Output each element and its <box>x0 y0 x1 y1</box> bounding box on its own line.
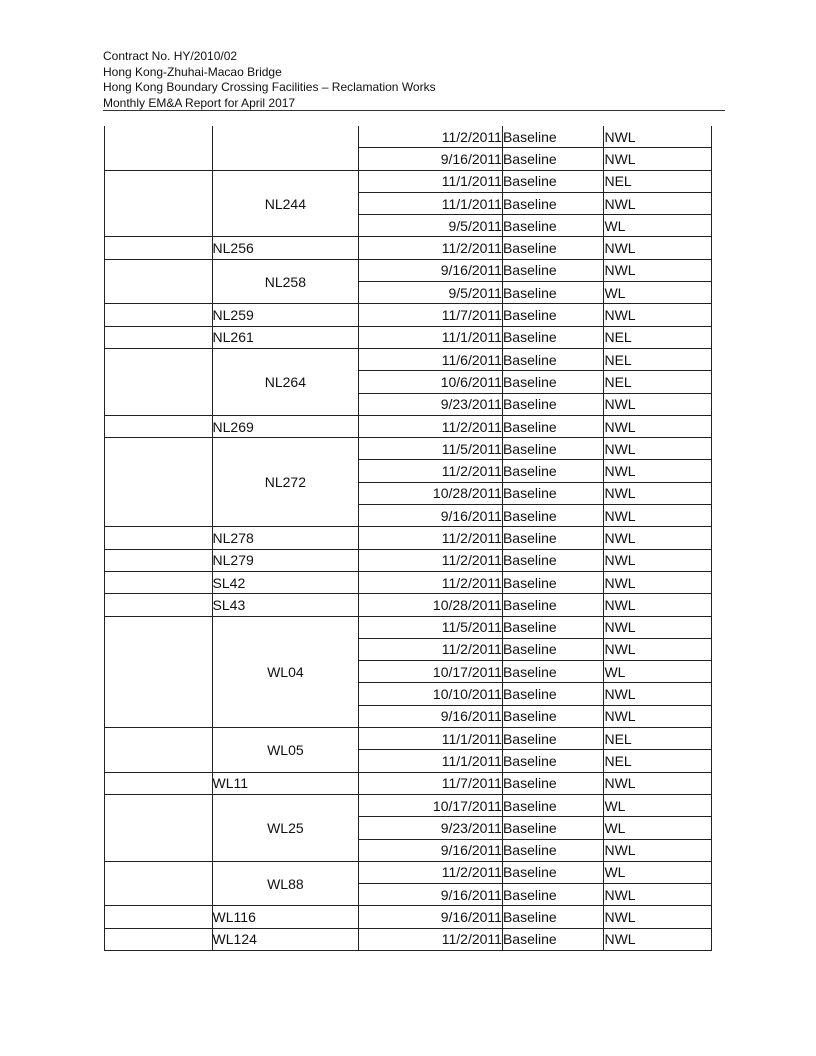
table-row <box>105 772 712 794</box>
date-cell: 11/2/2011 <box>359 928 503 950</box>
direction-cell: NEL <box>604 326 712 348</box>
date-cell: 10/17/2011 <box>359 661 503 683</box>
date-cell: 11/2/2011 <box>359 460 503 482</box>
direction-cell: NWL <box>604 906 712 928</box>
station-cell: NL264 <box>212 348 359 415</box>
date-cell: 11/7/2011 <box>359 772 503 794</box>
date-cell: 11/2/2011 <box>359 527 503 549</box>
table-row <box>105 237 712 259</box>
direction-cell: WL <box>604 794 712 816</box>
date-cell: 9/16/2011 <box>359 259 503 281</box>
survey-type-cell: Baseline <box>502 148 604 170</box>
direction-cell: NWL <box>604 772 712 794</box>
table-row <box>105 170 712 192</box>
survey-type-cell: Baseline <box>502 527 604 549</box>
survey-type-cell: Baseline <box>502 839 604 861</box>
date-cell: 10/10/2011 <box>359 683 503 705</box>
survey-type-cell: Baseline <box>502 638 604 660</box>
direction-cell: NWL <box>604 571 712 593</box>
direction-cell: NWL <box>604 928 712 950</box>
blank-cell <box>105 728 213 773</box>
table-row <box>105 326 712 348</box>
direction-cell: WL <box>604 282 712 304</box>
survey-type-cell: Baseline <box>502 594 604 616</box>
date-cell: 11/1/2011 <box>359 326 503 348</box>
direction-cell: NEL <box>604 170 712 192</box>
direction-cell: NEL <box>604 348 712 370</box>
survey-type-cell: Baseline <box>502 438 604 460</box>
date-cell: 9/16/2011 <box>359 839 503 861</box>
survey-type-cell: Baseline <box>502 616 604 638</box>
table-row <box>105 728 712 750</box>
survey-type-cell: Baseline <box>502 817 604 839</box>
blank-cell <box>105 415 213 437</box>
direction-cell: NWL <box>604 594 712 616</box>
blank-cell <box>105 794 213 861</box>
station-cell: NL278 <box>212 527 359 549</box>
station-cell: NL261 <box>212 326 359 348</box>
survey-type-cell: Baseline <box>502 170 604 192</box>
direction-cell: WL <box>604 661 712 683</box>
direction-cell: NWL <box>604 683 712 705</box>
blank-cell <box>105 549 213 571</box>
survey-type-cell: Baseline <box>502 215 604 237</box>
date-cell: 9/16/2011 <box>359 705 503 727</box>
date-cell: 9/5/2011 <box>359 282 503 304</box>
date-cell: 9/23/2011 <box>359 393 503 415</box>
survey-type-cell: Baseline <box>502 348 604 370</box>
survey-type-cell: Baseline <box>502 928 604 950</box>
blank-cell <box>105 906 213 928</box>
survey-type-cell: Baseline <box>502 705 604 727</box>
blank-cell <box>105 170 213 237</box>
survey-type-cell: Baseline <box>502 861 604 883</box>
survey-type-cell: Baseline <box>502 259 604 281</box>
date-cell: 11/2/2011 <box>359 126 503 148</box>
survey-type-cell: Baseline <box>502 505 604 527</box>
station-cell: NL244 <box>212 170 359 237</box>
table-body <box>105 126 712 950</box>
date-cell: 11/5/2011 <box>359 616 503 638</box>
date-cell: 9/16/2011 <box>359 505 503 527</box>
date-cell: 11/1/2011 <box>359 728 503 750</box>
direction-cell: NWL <box>604 148 712 170</box>
survey-type-cell: Baseline <box>502 415 604 437</box>
date-cell: 11/1/2011 <box>359 750 503 772</box>
blank-cell <box>105 616 213 727</box>
table-row <box>105 794 712 816</box>
date-cell: 11/1/2011 <box>359 170 503 192</box>
station-cell: NL269 <box>212 415 359 437</box>
station-cell <box>212 126 359 170</box>
survey-type-cell: Baseline <box>502 750 604 772</box>
survey-type-cell: Baseline <box>502 237 604 259</box>
direction-cell: NWL <box>604 705 712 727</box>
direction-cell: WL <box>604 861 712 883</box>
direction-cell: WL <box>604 817 712 839</box>
direction-cell: NWL <box>604 616 712 638</box>
survey-type-cell: Baseline <box>502 728 604 750</box>
station-cell: SL43 <box>212 594 359 616</box>
survey-type-cell: Baseline <box>502 192 604 214</box>
station-cell: WL25 <box>212 794 359 861</box>
direction-cell: NWL <box>604 527 712 549</box>
observation-table <box>104 126 712 951</box>
date-cell: 9/16/2011 <box>359 906 503 928</box>
table-row <box>105 861 712 883</box>
project-subtitle: Hong Kong Boundary Crossing Facilities – Reclamation Works <box>103 80 436 94</box>
table-row <box>105 906 712 928</box>
survey-type-cell: Baseline <box>502 326 604 348</box>
survey-type-cell: Baseline <box>502 282 604 304</box>
date-cell: 11/5/2011 <box>359 438 503 460</box>
station-cell: NL258 <box>212 259 359 304</box>
survey-type-cell: Baseline <box>502 772 604 794</box>
direction-cell: NWL <box>604 237 712 259</box>
direction-cell: NEL <box>604 728 712 750</box>
direction-cell: NWL <box>604 126 712 148</box>
station-cell: NL279 <box>212 549 359 571</box>
table-row <box>105 549 712 571</box>
station-cell: WL04 <box>212 616 359 727</box>
station-cell: WL88 <box>212 861 359 906</box>
direction-cell: NWL <box>604 438 712 460</box>
station-cell: NL259 <box>212 304 359 326</box>
survey-type-cell: Baseline <box>502 661 604 683</box>
direction-cell: WL <box>604 215 712 237</box>
table-row <box>105 438 712 460</box>
table-row <box>105 616 712 638</box>
date-cell: 10/6/2011 <box>359 371 503 393</box>
blank-cell <box>105 928 213 950</box>
survey-type-cell: Baseline <box>502 884 604 906</box>
survey-type-cell: Baseline <box>502 371 604 393</box>
contract-number: Contract No. HY/2010/02 <box>103 49 238 63</box>
survey-type-cell: Baseline <box>502 126 604 148</box>
blank-cell <box>105 571 213 593</box>
blank-cell <box>105 259 213 304</box>
blank-cell <box>105 438 213 527</box>
table-row <box>105 571 712 593</box>
direction-cell: NWL <box>604 415 712 437</box>
date-cell: 11/7/2011 <box>359 304 503 326</box>
station-cell: WL124 <box>212 928 359 950</box>
date-cell: 11/1/2011 <box>359 192 503 214</box>
date-cell: 11/2/2011 <box>359 571 503 593</box>
station-cell: SL42 <box>212 571 359 593</box>
date-cell: 10/28/2011 <box>359 594 503 616</box>
direction-cell: NEL <box>604 371 712 393</box>
page-header <box>103 49 725 111</box>
date-cell: 11/6/2011 <box>359 348 503 370</box>
survey-type-cell: Baseline <box>502 482 604 504</box>
date-cell: 11/2/2011 <box>359 638 503 660</box>
direction-cell: NWL <box>604 393 712 415</box>
station-cell: NL272 <box>212 438 359 527</box>
station-cell: WL05 <box>212 728 359 773</box>
blank-cell <box>105 304 213 326</box>
direction-cell: NWL <box>604 192 712 214</box>
direction-cell: NWL <box>604 549 712 571</box>
survey-type-cell: Baseline <box>502 683 604 705</box>
survey-type-cell: Baseline <box>502 393 604 415</box>
direction-cell: NWL <box>604 638 712 660</box>
blank-cell <box>105 594 213 616</box>
survey-type-cell: Baseline <box>502 549 604 571</box>
direction-cell: NWL <box>604 505 712 527</box>
survey-type-cell: Baseline <box>502 460 604 482</box>
table-row <box>105 527 712 549</box>
blank-cell <box>105 326 213 348</box>
table-row <box>105 415 712 437</box>
station-cell: WL116 <box>212 906 359 928</box>
table-row <box>105 304 712 326</box>
date-cell: 9/16/2011 <box>359 148 503 170</box>
survey-type-cell: Baseline <box>502 906 604 928</box>
date-cell: 11/2/2011 <box>359 415 503 437</box>
table-row <box>105 594 712 616</box>
date-cell: 11/2/2011 <box>359 237 503 259</box>
direction-cell: NWL <box>604 482 712 504</box>
table-row <box>105 259 712 281</box>
date-cell: 10/28/2011 <box>359 482 503 504</box>
date-cell: 9/23/2011 <box>359 817 503 839</box>
table-row <box>105 348 712 370</box>
direction-cell: NWL <box>604 259 712 281</box>
blank-cell <box>105 861 213 906</box>
blank-cell <box>105 237 213 259</box>
blank-cell <box>105 126 213 170</box>
direction-cell: NWL <box>604 460 712 482</box>
date-cell: 11/2/2011 <box>359 861 503 883</box>
blank-cell <box>105 772 213 794</box>
direction-cell: NWL <box>604 839 712 861</box>
survey-type-cell: Baseline <box>502 571 604 593</box>
report-title: Monthly EM&A Report for April 2017 <box>103 95 296 110</box>
direction-cell: NWL <box>604 884 712 906</box>
table-row <box>105 126 712 148</box>
blank-cell <box>105 527 213 549</box>
date-cell: 11/2/2011 <box>359 549 503 571</box>
survey-type-cell: Baseline <box>502 304 604 326</box>
date-cell: 10/17/2011 <box>359 794 503 816</box>
blank-cell <box>105 348 213 415</box>
direction-cell: NEL <box>604 750 712 772</box>
date-cell: 9/5/2011 <box>359 215 503 237</box>
survey-type-cell: Baseline <box>502 794 604 816</box>
direction-cell: NWL <box>604 304 712 326</box>
station-cell: NL256 <box>212 237 359 259</box>
date-cell: 9/16/2011 <box>359 884 503 906</box>
table-row <box>105 928 712 950</box>
header-divider <box>103 110 725 111</box>
station-cell: WL11 <box>212 772 359 794</box>
project-name: Hong Kong-Zhuhai-Macao Bridge <box>103 64 282 79</box>
